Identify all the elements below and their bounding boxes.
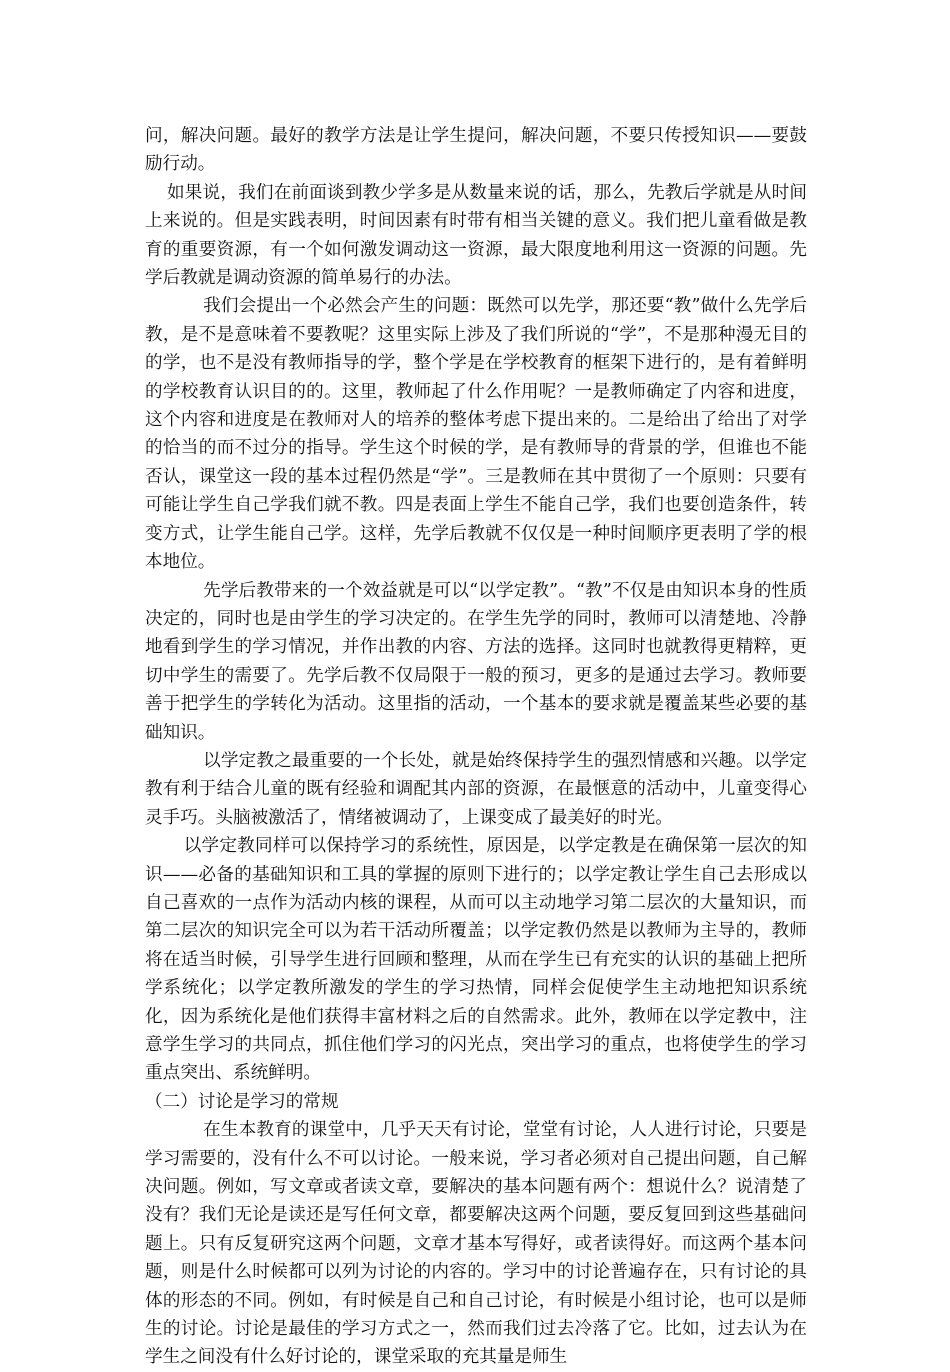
paragraph-learn-first: 我们会提出一个必然会产生的问题：既然可以先学，那还要“教”做什么先学后教，是不是意味着不要教呢？这里实际上涉及了我们所说的“学”，不是那种漫无目的的学，也不是没有教师指导的学，整个学是在学校教育的框架下进行的，是有着鲜明的学校教育认识目的的。这里，教师起了什么作用呢？一是教师确定了内容和进度，这个内容和进度是在教师对人的培养的整体考虑下提出来的。二是给出了给出了对学的恰当的而不过分的指导。学生这个时候的学，是有教师导的背景的学，但谁也不能否认，课堂这一段的基本过程仍然是“学”。三是教师在其中贯彻了一个原则：只要有可能让学生自己学我们就不教。四是表面上学生不能自己学，我们也要创造条件，转变方式，让学生能自己学。这样，先学后教就不仅仅是一种时间顺序更表明了学的根本地位。	[145, 296, 807, 573]
paragraph-learning-determines-teaching: 先学后教带来的一个效益就是可以“以学定教”。“教”不仅是由知识本身的性质决定的，同时也是由学生的学习决定的。在学生先学的同时，教师可以清楚地、冷静地看到学生的学习情况，并作出教的内容、方法的选择。这同时也就教得更精粹，更切中学生的需要了。先学后教不仅局限于一般的预习，更多的是通过去学习。教师要善于把学生的学转化为活动。这里指的活动，一个基本的要求就是覆盖某些必要的基础知识。	[145, 580, 807, 743]
paragraph-continuation: 问，解决问题。最好的教学方法是让学生提问，解决问题，不要只传授知识——要鼓励行动。	[145, 126, 807, 175]
paragraph-emotion-interest: 以学定教之最重要的一个长处，就是始终保持学生的强烈情感和兴趣。以学定教有利于结合儿童的既有经验和调配其内部的资源，在最惬意的活动中，儿童变得心灵手巧。头脑被激活了，情绪被调动了，上课变成了最美好的时光。	[145, 750, 807, 828]
document-page	[145, 122, 807, 1372]
paragraph-discussion: 在生本教育的课堂中，几乎天天有讨论，堂堂有讨论，人人进行讨论，只要是学习需要的，没有什么不可以讨论。一般来说，学习者必须对自己提出问题，自己解决问题。例如，写文章或者读文章，要解决的基本问题有两个：想说什么？说清楚了没有？我们无论是读还是写任何文章，都要解决这两个问题，要反复回到这些基础问题上。只有反复研究这两个问题，文章才基本写得好，或者读得好。而这两个基本问题，则是什么时候都可以列为讨论的内容的。学习中的讨论普遍存在，只有讨论的具体的形态的不同。例如，有时候是自己和自己讨论，有时候是小组讨论，也可以是师生的讨论。讨论是最佳的学习方式之一，然而我们过去冷落了它。比如，过去认为在学生之间没有什么好讨论的，课堂采取的充其量是师生	[145, 1120, 807, 1368]
paragraph-time-factor: 如果说，我们在前面谈到教少学多是从数量来说的话，那么，先教后学就是从时间上来说的。但是实践表明，时间因素有时带有相当关键的意义。我们把儿童看做是教育的重要资源，有一个如何激发调动这一资源，最大限度地利用这一资源的问题。先学后教就是调动资源的简单易行的办法。	[145, 182, 807, 289]
paragraph-systematic: 以学定教同样可以保持学习的系统性，原因是，以学定教是在确保第一层次的知识——必备的基础知识和工具的掌握的原则下进行的；以学定教让学生自己去形成以自己喜欢的一点作为活动内核的课程，从而可以主动地学习第二层次的大量知识，而第二层次的知识完全可以为若干活动所覆盖；以学定教仍然是以教师为主导的，教师将在适当时候，引导学生进行回顾和整理，从而在学生已有充实的认识的基础上把所学系统化；以学定教所激发的学生的学习热情，同样会促使学生主动地把知识系统化，因为系统化是他们获得丰富材料之后的自然需求。此外，教师在以学定教中，注意学生学习的共同点，抓住他们学习的闪光点，突出学习的重点，也将使学生的学习重点突出、系统鲜明。	[145, 836, 807, 1084]
section-heading: （二）讨论是学习的常规	[145, 1091, 339, 1112]
